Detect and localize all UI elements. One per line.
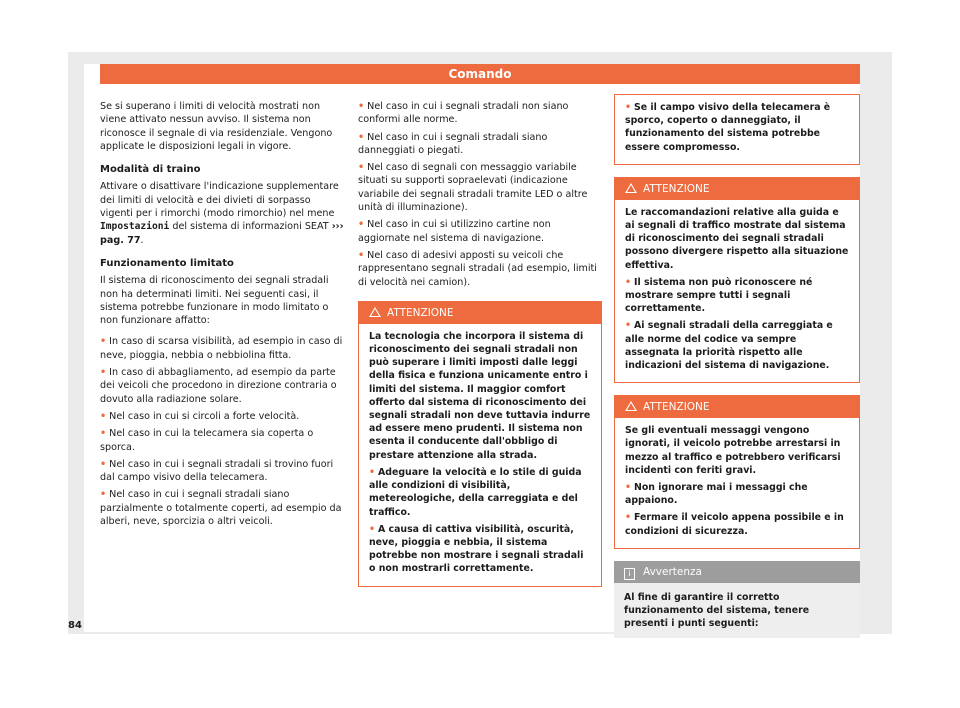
- list-item: • In caso di abbagliamento, ad esempio da parte dei veicoli che procedono in direzione contraria o dovuto alla radiazione solare.: [100, 367, 337, 405]
- list-item: • Nel caso di adesivi apposti su veicoli che rappresentano segnali stradali (ad esempio, limiti di velocità nei camion).: [358, 249, 597, 288]
- list-item: • Nel caso in cui i segnali stradali siano danneggiati o piegati.: [358, 131, 548, 156]
- warning-body: [615, 200, 859, 382]
- list-item: • In caso di scarsa visibilità, ad esempio in caso di neve, pioggia, nebbia o nebbiolina fitta.: [100, 336, 343, 361]
- list-item: • Nel caso in cui i segnali stradali siano parzialmente o totalmente coperti, ad esempio da alberi, neve, sporcizia o altri veicoli.: [100, 489, 342, 528]
- warning-body: [615, 418, 859, 548]
- bullet-icon: •: [625, 512, 631, 524]
- column-right: [614, 94, 860, 638]
- warning-box: [614, 395, 860, 549]
- column-middle: [358, 100, 602, 587]
- bullet-icon: •: [100, 336, 107, 348]
- list-item: • Non ignorare mai i messaggi che appaiono.: [625, 482, 808, 507]
- bullet-icon: •: [625, 482, 631, 494]
- warning-body: [359, 324, 601, 586]
- page-number: 84: [68, 620, 82, 631]
- section-header: Comando: [100, 64, 860, 84]
- list-item: • Se il campo visivo della telecamera è sporco, coperto o danneggiato, il funzionamento del sistema potrebbe essere compromesso.: [625, 102, 831, 153]
- limited-paragraph: Il sistema di riconoscimento dei segnali stradali non ha determinati limiti. Nei seguenti casi, il sistema potrebbe funzionare in modo limitato o non funzionare affatto:: [100, 275, 329, 327]
- list-item: • Nel caso di segnali con messaggio variabile situati su supporti sopraelevati (indicazione variabile dei segnali stradali tramite LED o altre unità di illuminazione).: [358, 162, 588, 214]
- page-reference-link[interactable]: ››› pag. 77: [100, 221, 344, 246]
- warning-header: ATTENZIONE: [615, 396, 859, 418]
- bullet-icon: •: [625, 276, 631, 288]
- bullet-icon: •: [625, 102, 631, 113]
- bullet-icon: •: [100, 428, 107, 440]
- warning-continuation-box: [614, 94, 860, 165]
- column-left: [100, 100, 346, 532]
- warning-text: Se gli eventuali messaggi vengono ignorati, il veicolo potrebbe arrestarsi in mezzo al traffico e potrebbero verificarsi incidenti con feriti gravi.: [625, 425, 841, 476]
- limitations-list: [100, 335, 346, 528]
- list-item: • A causa di cattiva visibilità, oscurità, neve, pioggia e nebbia, il sistema potrebbe non mostrare i segnali stradali o non mostrarli correttamente.: [369, 523, 584, 575]
- bullet-icon: •: [100, 458, 107, 470]
- bullet-icon: •: [358, 101, 365, 112]
- list-item: • Ai segnali stradali della carreggiata e alle norme del codice va sempre assegnata la priorità rispetto alle indicazioni del sistema di navigazione.: [625, 320, 833, 372]
- note-box: [614, 561, 860, 639]
- bullet-icon: •: [625, 320, 631, 332]
- list-item: • Fermare il veicolo appena possibile e in condizioni di sicurezza.: [625, 512, 844, 537]
- warning-triangle-icon: [625, 401, 637, 411]
- menu-name: Impostazioni: [100, 221, 170, 233]
- bullet-icon: •: [358, 219, 365, 231]
- warning-text: La tecnologia che incorpora il sistema di riconoscimento dei segnali stradali non può superare i limiti imposti dalle leggi della fisica e funziona unicamente entro i limiti del sistema. Il maggior comfort offerto dal sistema di riconoscimento dei segnali stradali non deve tuttavia indurre ad essere meno prudenti. Il sistema non esenta il conducente dall'obbligo di prestare attenzione alla strada.: [369, 330, 591, 461]
- heading-limited-function: Funzionamento limitato: [100, 257, 234, 269]
- list-item: • Adeguare la velocità e lo stile di guida alle condizioni di visibilità, metereologiche, della carreggiata e del traffico.: [369, 466, 582, 518]
- bullet-icon: •: [358, 249, 365, 261]
- bullet-icon: •: [358, 162, 365, 174]
- warning-box: [614, 177, 860, 383]
- list-item: • Il sistema non può riconoscere né mostrare sempre tutti i segnali correttamente.: [625, 276, 813, 315]
- note-header: i Avvertenza: [614, 561, 860, 583]
- bullet-icon: •: [100, 410, 107, 422]
- warning-header: ATTENZIONE: [359, 302, 601, 324]
- note-text: Al fine di garantire il corretto funzionamento del sistema, tenere presenti i punti seguenti:: [624, 591, 810, 630]
- list-item: • Nel caso in cui si utilizzino cartine non aggiornate nel sistema di navigazione.: [358, 219, 551, 244]
- list-item: • Nel caso in cui i segnali stradali non siano conformi alle norme.: [358, 101, 569, 126]
- info-icon: i: [624, 568, 635, 580]
- intro-paragraph: Se si superano i limiti di velocità mostrati non viene attivato nessun avviso. Il sistema non riconosce il segnale di via residenziale. Vengono applicate le disposizioni legali in vigore.: [100, 101, 333, 152]
- list-item: • Nel caso in cui la telecamera sia coperta o sporca.: [100, 428, 314, 453]
- list-item: • Nel caso in cui si circoli a forte velocità.: [100, 410, 300, 422]
- bullet-icon: •: [100, 489, 107, 501]
- bullet-icon: •: [369, 523, 375, 535]
- warning-text: Le raccomandazioni relative alla guida e ai segnali di traffico mostrate dal sistema di riconoscimento dei segnali stradali possono divergere rispetto alla situazione effettiva.: [625, 206, 849, 271]
- warning-header: ATTENZIONE: [615, 178, 859, 200]
- warning-triangle-icon: [369, 307, 381, 317]
- heading-towing-mode: Modalità di traino: [100, 164, 201, 176]
- warning-triangle-icon: [625, 183, 637, 193]
- warning-box: [358, 301, 602, 587]
- towing-paragraph: Attivare o disattivare l'indicazione supplementare dei limiti di velocità e dei divieti di sorpasso vigenti per i rimorchi (modo rimorchio) nel mene Impostazioni del sistema di informazioni SEAT ››› pag. 77.: [100, 181, 344, 246]
- limitations-list-continued: [358, 100, 602, 289]
- list-item: • Nel caso in cui i segnali stradali si trovino fuori dal campo visivo della telecamera.: [100, 458, 334, 484]
- bullet-icon: •: [358, 131, 365, 143]
- bullet-icon: •: [100, 367, 107, 379]
- bullet-icon: •: [369, 466, 375, 478]
